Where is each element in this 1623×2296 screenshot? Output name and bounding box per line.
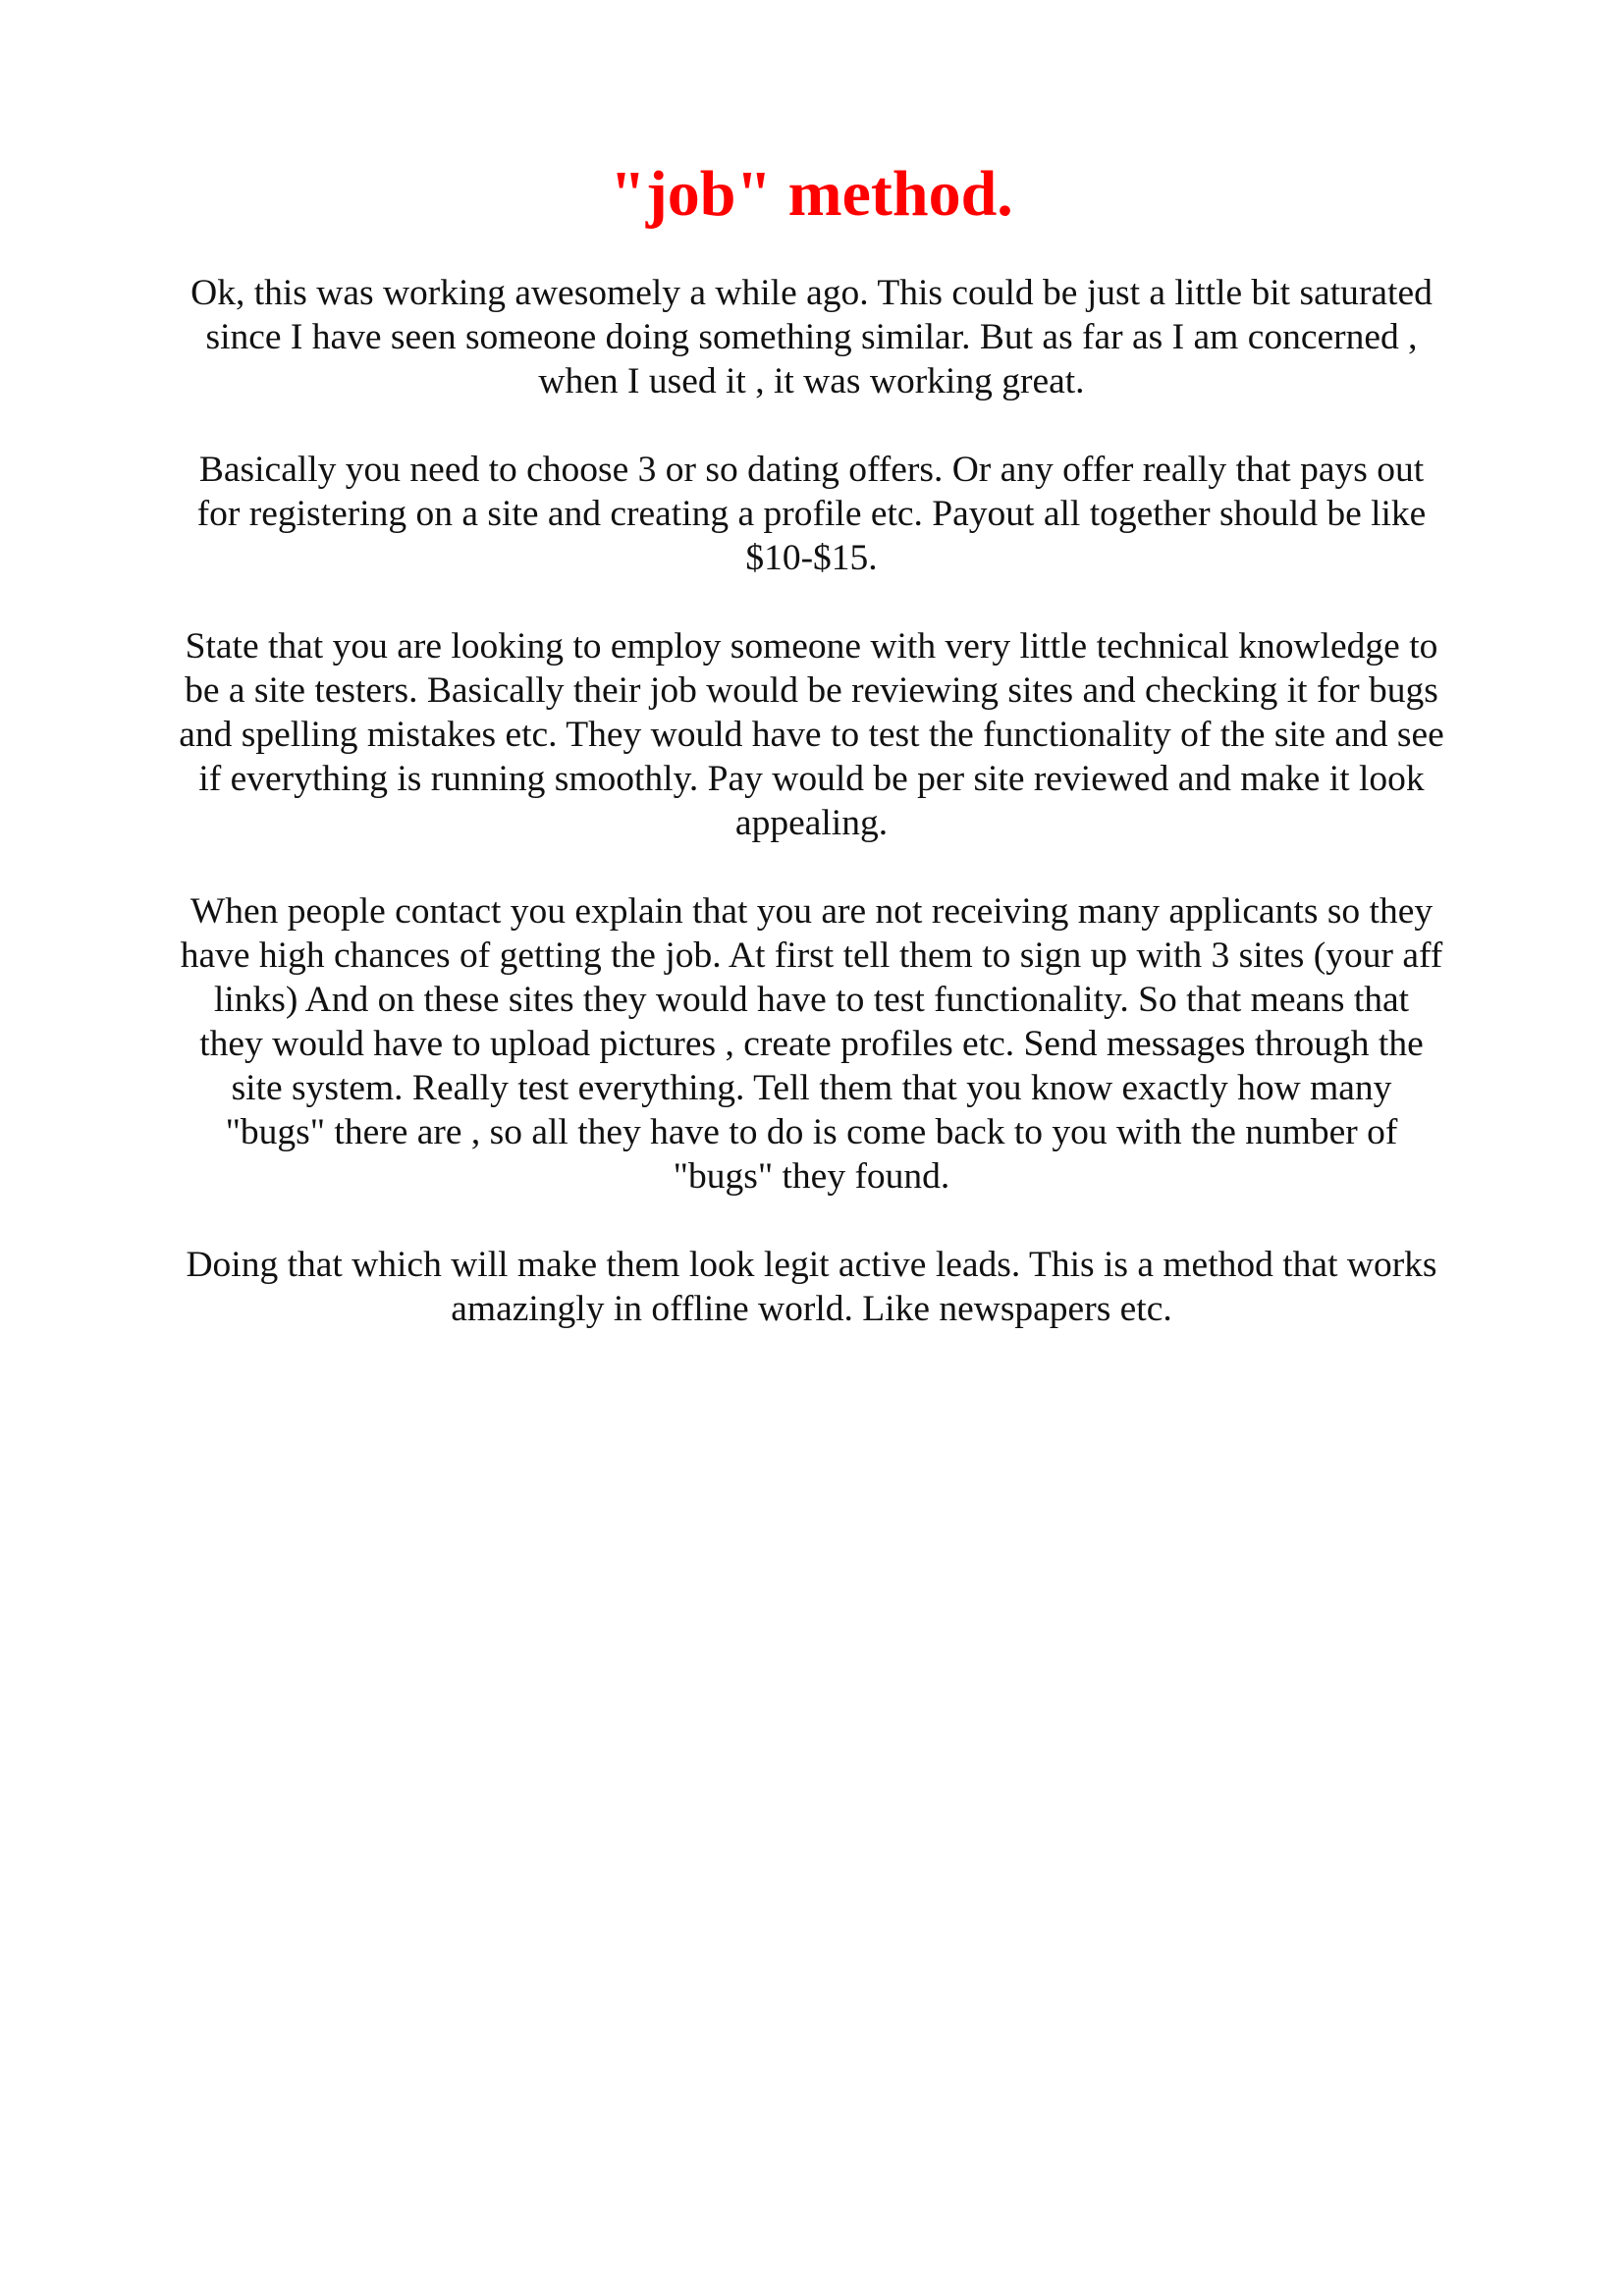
paragraph-2 <box>147 448 1476 580</box>
paragraph-3 <box>147 624 1476 845</box>
paragraph-line: links) And on these sites they would have to test functionality. So that means that <box>213 980 1410 1020</box>
paragraph-line: amazingly in offline world. Like newspapers etc. <box>451 1289 1172 1329</box>
paragraph-line: for registering on a site and creating a profile etc. Payout all together should be like <box>196 494 1427 534</box>
paragraph-line: since I have seen someone doing something similar. But as far as I am concerned , <box>205 317 1418 357</box>
paragraph-line: Basically you need to choose 3 or so dating offers. Or any offer really that pays out <box>198 450 1425 490</box>
paragraph-line: "bugs" they found. <box>673 1156 950 1197</box>
document-body <box>147 271 1476 1375</box>
paragraph-line: Ok, this was working awesomely a while ago. This could be just a little bit saturated <box>190 273 1433 313</box>
paragraph-line: have high chances of getting the job. At first tell them to sign up with 3 sites (your aff <box>180 935 1443 976</box>
document-title: "job" method. <box>610 158 1013 230</box>
paragraph-line: State that you are looking to employ someone with very little technical knowledge to <box>185 626 1438 667</box>
paragraph-line: Doing that which will make them look legit active leads. This is a method that works <box>186 1245 1437 1285</box>
paragraph-line: be a site testers. Basically their job would be reviewing sites and checking it for bugs <box>185 670 1438 711</box>
paragraph-line: if everything is running smoothly. Pay would be per site reviewed and make it look <box>198 759 1425 799</box>
paragraph-line: appealing. <box>734 803 889 843</box>
paragraph-line: they would have to upload pictures , create profiles etc. Send messages through the <box>199 1024 1424 1064</box>
paragraph-line: site system. Really test everything. Tell them that you know exactly how many <box>231 1068 1392 1108</box>
paragraph-5 <box>147 1243 1476 1331</box>
paragraph-line: when I used it , it was working great. <box>538 361 1085 401</box>
paragraph-line: "bugs" there are , so all they have to do is come back to you with the number of <box>225 1112 1398 1152</box>
paragraph-line: $10-$15. <box>745 538 878 578</box>
paragraph-4 <box>147 889 1476 1199</box>
paragraph-line: When people contact you explain that you are not receiving many applicants so they <box>189 891 1434 932</box>
paragraph-1 <box>147 271 1476 403</box>
paragraph-line: and spelling mistakes etc. They would have to test the functionality of the site and see <box>179 715 1444 755</box>
